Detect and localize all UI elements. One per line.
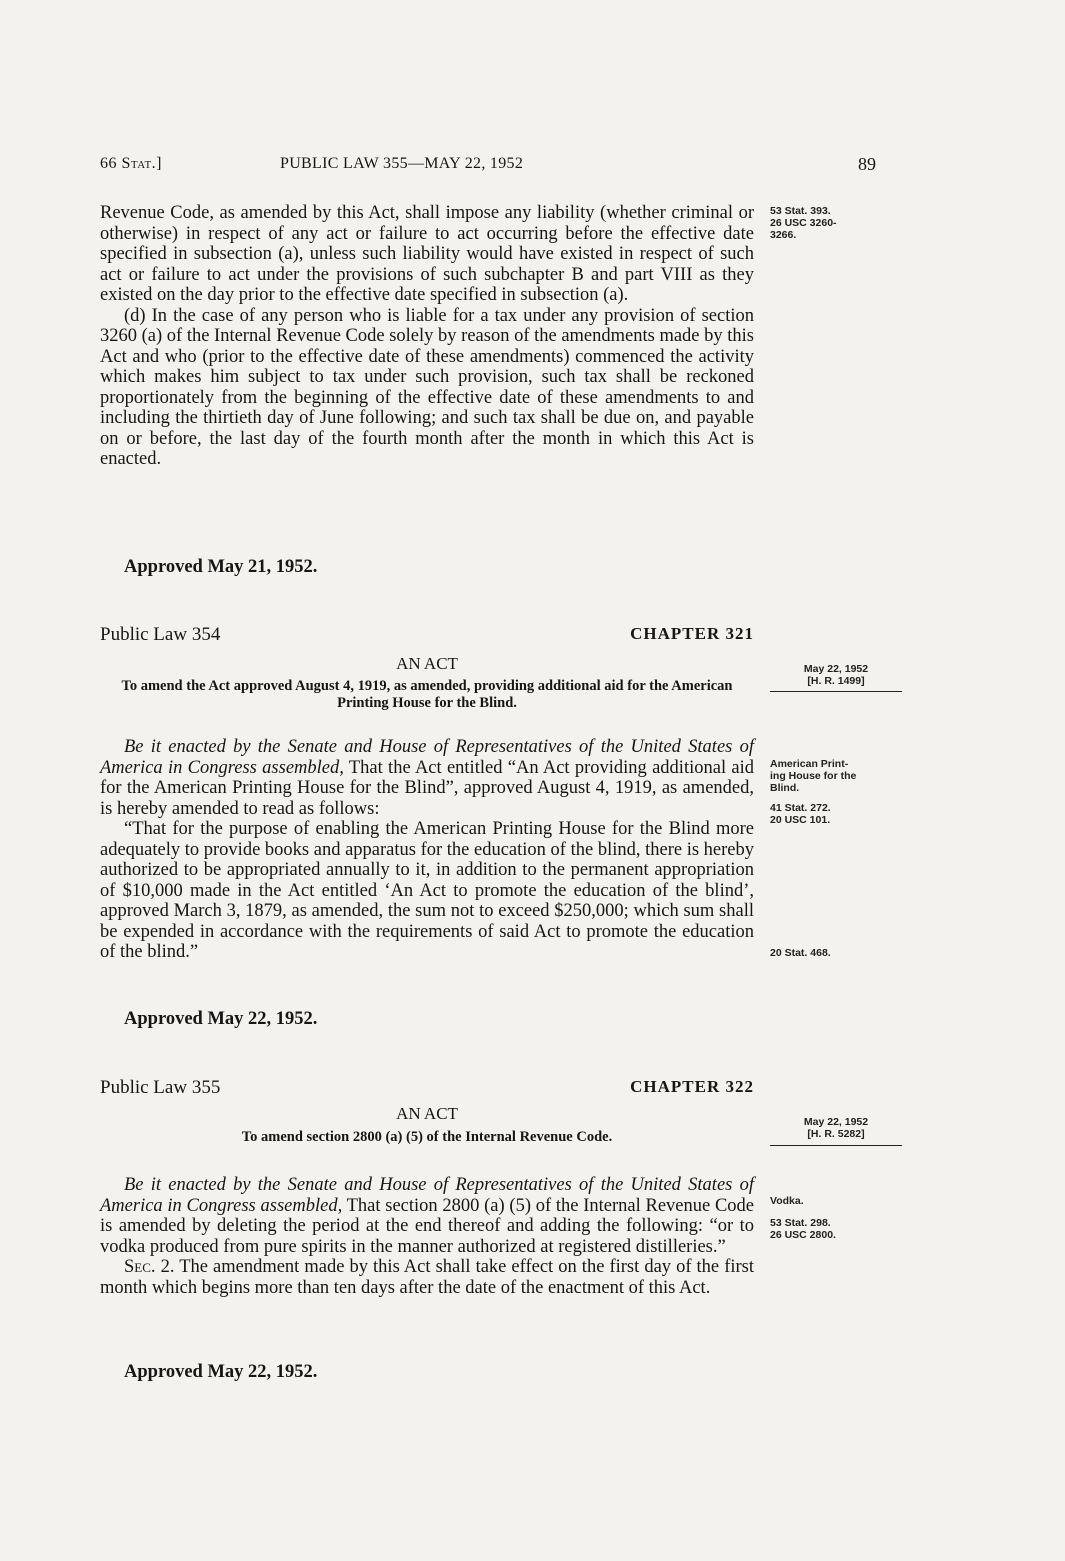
margin-note-line: ing House for the [770,770,857,782]
section1-body [100,203,754,470]
margin-note-hr1499 [770,663,902,687]
law355-title: To amend section 2800 (a) (5) of the Internal Revenue Code. [241,1129,613,1145]
law354-enacting-clause: Be it enacted by the Senate and House of Representatives of the United States of America in Congress assembled, [100,737,754,778]
running-header [100,155,876,179]
margin-rule [770,691,902,692]
section1-approved: Approved May 21, 1952. [124,557,318,577]
law354-title: To amend the Act approved August 4, 1919, as amended, providing additional aid for the American Printing House for the Blind. [121,678,733,711]
law354-number: Public Law 354 [100,624,221,645]
margin-note-line: 26 USC 3260- [770,217,837,229]
law355-number: Public Law 355 [100,1077,221,1098]
law355-an-act: AN ACT [396,1104,458,1123]
margin-note-line: [H. R. 1499] [807,675,865,687]
law355-enacting [100,1175,754,1257]
law354-an-act: AN ACT [396,654,458,673]
margin-note-line: 20 USC 101. [770,814,831,826]
section1-para2: (d) In the case of any person who is liable for a tax under any provision of section 3260 (a) of the Internal Revenue Code solely by reason of the amendments made by this Act and who (prior to the effective date of these amendments) commenced the activity which makes him subject to tax under such provision, such tax shall be reckoned proportionately from the beginning of the effective date of these amendments to and including the thirtieth day of June following; and such tax shall be due on, and payable on or before, the last day of the fourth month after the month in which this Act is enacted. [100,305,754,469]
margin-note-line: 53 Stat. 393. [770,205,831,217]
margin-note-hr5282 [770,1116,902,1140]
page-number: 89 [858,154,876,174]
law354-enacting [100,737,754,819]
margin-note-line: 53 Stat. 298. [770,1217,831,1229]
margin-note-53-stat-298 [770,1217,910,1241]
margin-note-line: May 22, 1952 [803,1116,869,1128]
header-stat: 66 Stat.] [100,155,163,172]
margin-note-vodka: Vodka. [770,1195,804,1207]
margin-note-line: May 22, 1952 [803,663,869,675]
law354-body [100,737,754,963]
margin-note-line: Blind. [770,782,800,794]
margin-note-line: American Print- [770,758,849,770]
margin-note-line: [H. R. 5282] [807,1128,865,1140]
margin-note-line: 41 Stat. 272. [770,802,831,814]
section1-para1: Revenue Code, as amended by this Act, shall impose any liability (whether criminal or otherwise) in respect of any act or failure to act occurring before the effective date specified in subsection (a), unless such liability would have existed in respect of such act or failure to act under the provisions of such subchapter B and part VIII as they existed on the day prior to the effective date specified in subsection (a). [100,203,754,305]
law354-enacting-rest: That the Act entitled “An Act providing additional aid for the American Printing House for the Blind”, approved August 4, 1919, as amended, is hereby amended to read as follows: [100,757,754,819]
law354-approved: Approved May 22, 1952. [124,1009,318,1029]
law355-sec2-label: Sec. 2. [124,1257,175,1277]
law354-quote: “That for the purpose of enabling the American Printing House for the Blind more adequately to provide books and apparatus for the education of the blind, there is hereby authorized to be appropriated annually to it, in addition to the permanent appropriation of $10,000 made in the Act entitled ‘An Act to promote the education of the blind’, approved March 3, 1879, as amended, the sum not to exceed $250,000; which sum shall be expended in accordance with the requirements of said Act to promote the education of the blind.” [100,819,754,962]
law355-enacting-rest: That section 2800 (a) (5) of the Internal Revenue Code is amended by deleting the period at the end thereof and adding the following: “or to vodka produced from pure spirits in the manner authorized at registered distilleries.” [100,1195,754,1257]
law355-chapter: CHAPTER 322 [630,1077,754,1096]
header-title: PUBLIC LAW 355—MAY 22, 1952 [280,155,524,172]
law355-sec2 [100,1257,754,1298]
law355-body [100,1175,754,1298]
margin-rule [770,1145,902,1146]
law355-approved: Approved May 22, 1952. [124,1362,318,1382]
law354-chapter: CHAPTER 321 [630,624,754,643]
margin-note-printing-house [770,758,910,794]
margin-note-line: 26 USC 2800. [770,1229,836,1241]
margin-note-20-stat-468: 20 Stat. 468. [770,947,831,959]
law355-sec2-text: The amendment made by this Act shall take effect on the first day of the first month which begins more than ten days after the date of the enactment of this Act. [100,1257,755,1298]
margin-note-41-stat-272 [770,802,910,826]
margin-note-line: 3266. [770,229,797,241]
margin-note-53-stat-393 [770,205,910,241]
law355-enacting-clause: Be it enacted by the Senate and House of Representatives of the United States of America in Congress assembled, [100,1175,754,1216]
